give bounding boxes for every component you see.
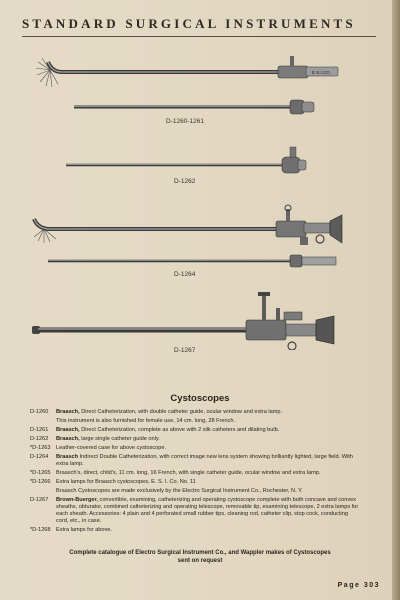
instrument-illustration-d1264 bbox=[0, 203, 400, 271]
entry-item bbox=[30, 445, 360, 452]
entry-note: Braasch Cystoscopes are made exclusively by the Electro Surgical Instrument Co., Rochester, N. Y. bbox=[56, 488, 303, 494]
entry-name: Brown-Buerger, bbox=[56, 497, 98, 503]
entry-name: Braasch, bbox=[56, 409, 80, 415]
entry-code: D-1262 bbox=[30, 436, 49, 442]
entry-name: Braasch, bbox=[56, 436, 80, 442]
entry-text: Indirect Double Catheterization, with correct image new lens system showing brilliantly lighted, large field. With extra lamp. bbox=[56, 454, 353, 467]
catalogue-line-2: sent on request bbox=[177, 558, 223, 564]
entry-code: *D-1268 bbox=[30, 527, 51, 533]
entry-list bbox=[30, 409, 360, 536]
entry-code: D-1261 bbox=[30, 427, 49, 433]
entry-item bbox=[30, 436, 360, 443]
entry-item bbox=[30, 470, 360, 477]
entry-code: *D-1263 bbox=[30, 445, 51, 451]
caption-d1262: D-1262 bbox=[174, 178, 196, 185]
entry-name: Braasch bbox=[56, 454, 79, 460]
entry-item bbox=[30, 479, 360, 486]
catalogue-line-1: Complete catalogue of Electro Surgical Instrument Co., and Wappler makes of Cystoscopes bbox=[69, 550, 331, 556]
entry-text: Extra lamps for Braasch cystoscopes, E. S. I. Co. No. 11 bbox=[56, 479, 196, 485]
entry-item bbox=[30, 427, 360, 434]
entry-text: large single catheter guide only. bbox=[79, 436, 160, 442]
entry-item bbox=[30, 497, 360, 525]
entry-text: Direct Catheterization, complete as above with 2 silk catheters and dilating bulb. bbox=[79, 427, 280, 433]
caption-d1267: D-1267 bbox=[174, 347, 196, 354]
page-header: STANDARD SURGICAL INSTRUMENTS bbox=[22, 16, 356, 31]
section-title: Cystoscopes bbox=[170, 393, 230, 404]
catalogue-notice bbox=[40, 549, 360, 565]
entry-text: Extra lamps for above. bbox=[56, 527, 112, 533]
entry-code: D-1264 bbox=[30, 454, 49, 460]
entry-name: Braasch, bbox=[56, 427, 80, 433]
entry-item bbox=[30, 409, 360, 416]
entry-text: Direct Catheterization, with double catheter guide, ocular window and extra lamp. bbox=[79, 409, 283, 415]
entry-text: convertible, examining, catheterizing and operating cystoscope complete with both concave and convex sheaths, obturator, combined catheterizing and operating telescope, removable tip, examining telescope, 2 extra lamps for each sheath. Accessories: 4 plain and 4 perforated small rubber tips, cleaning rod, catheter clip, stop cock, conducting cord, etc., in case. bbox=[56, 497, 359, 524]
caption-d1260: D-1260-1261 bbox=[166, 118, 204, 125]
header-rule bbox=[22, 36, 376, 37]
entry-code: D-1267 bbox=[30, 497, 49, 503]
entry-text: Leather-covered case for above cystoscope. bbox=[56, 445, 167, 451]
instrument-illustration-d1262 bbox=[0, 145, 400, 180]
entry-code: *D-1266 bbox=[30, 479, 51, 485]
instrument-illustration-d1260 bbox=[0, 50, 400, 120]
scope-label-text: E.S.I.CO bbox=[312, 70, 330, 75]
entry-code: *D-1265 bbox=[30, 470, 51, 476]
caption-d1264: D-1264 bbox=[174, 271, 196, 278]
entry-item bbox=[30, 454, 360, 468]
instrument-illustration-d1267 bbox=[0, 290, 400, 350]
page-number: Page 303 bbox=[337, 582, 380, 589]
entry-item bbox=[30, 527, 360, 534]
lamp-brush-icon bbox=[34, 229, 56, 243]
entry-text: Braasch's, direct, child's, 11 cm. long, 16 French, with single catheter guide, ocular window and extra lamp. bbox=[56, 470, 321, 476]
entry-code: D-1260 bbox=[30, 409, 49, 415]
entry-note: This instrument is also furnished for female use, 14 cm. long, 28 French. bbox=[56, 418, 236, 424]
